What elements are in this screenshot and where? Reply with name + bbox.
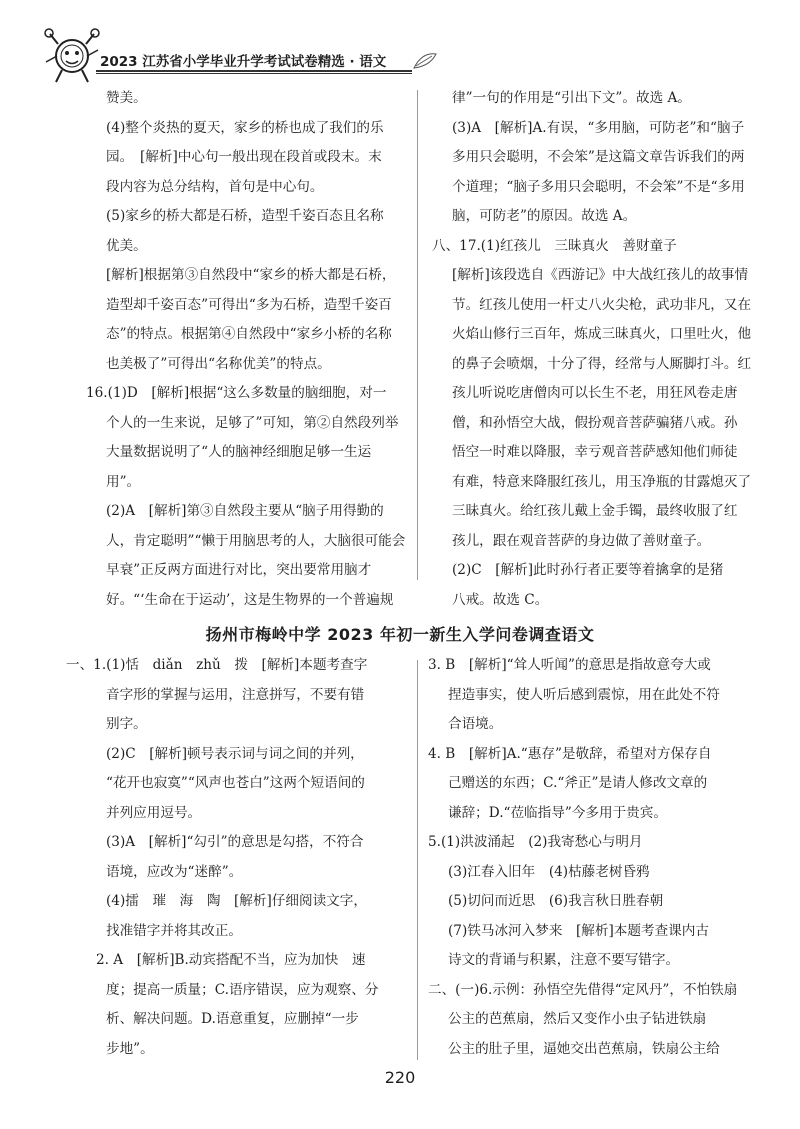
text-line: 步地”。 [106,1040,154,1057]
text-line: 谦辞；D.“莅临指导”今多用于贵宾。 [448,804,667,821]
text-line: (2)A [解析]第③自然段主要从“脑子用得勤的 [106,503,384,519]
text-line: 态”的特点。根据第④自然段中“家乡小桥的名称 [106,326,392,342]
text-line: 造型却千姿百态”可得出“多为石桥，造型千姿百 [106,296,392,313]
text-line: 脑，可防老”的原因。故选 A。 [452,208,637,224]
text-line: 的鼻子会喷烟，十分了得，经常与人厮脚打斗。红 [452,355,752,372]
text-line: (3)A [解析]A.有误，“多用脑，可防老”和“脑子 [452,119,745,136]
text-line: 别字。 [106,716,147,732]
text-line: 一、1.(1)恬 diǎn zhǔ 拨 [解析]本题考查字 [66,657,368,673]
text-line: 有难，特意来降服红孩儿，用玉净瓶的甘露熄灭了 [452,473,752,490]
text-line: 大量数据说明了“人的脑神经细胞足够一生运 [106,444,372,460]
text-line: 赞美。 [106,90,147,106]
text-line: 5.(1)洪波涌起 (2)我寄愁心与明月 [428,834,643,850]
text-line: 优美。 [106,237,147,254]
text-line: 捏造事实，使人听后感到震惊，用在此处不符 [448,686,720,703]
text-line: (4)整个炎热的夏天，家乡的桥也成了我们的乐 [106,119,384,136]
page-number: 220 [384,1068,416,1087]
text-line: 析、解决问题。D.语意重复，应删掉“一步 [106,1011,359,1027]
text-line: (4)擂 璀 海 陶 [解析]仔细阅读文字， [106,893,367,909]
text-line: 度；提高一质量；C.语序错误，应为观察、分 [106,981,379,998]
leaf-decoration-icon [410,46,440,76]
text-line: 好。“‘生命在于运动’，这是生物界的一个普遍规 [106,591,394,608]
text-line: 僧，和孙悟空大战，假扮观音菩萨骗猪八戒。孙 [452,414,738,431]
bottom-right-column [428,651,748,1064]
header-rule [96,70,412,72]
text-line: 合语境。 [448,716,503,732]
text-line: 二、(一)6.示例：孙悟空先借得“定风丹”，不怕铁扇 [428,981,738,998]
text-line: 早衰”正反两方面进行对比，突出要常用脑才 [106,562,372,578]
text-line: (7)铁马冰河入梦来 [解析]本题考查课内古 [448,922,709,939]
text-line: (3)江春入旧年 (4)枯藤老树昏鸦 [448,863,650,880]
bottom-left-column [66,651,416,1064]
column-divider-bottom [417,660,418,1060]
text-line: (2)C [解析]顿号表示词与词之间的并列， [106,745,364,762]
text-line: 并列应用逗号。 [106,804,202,821]
text-line: 2. A [解析]B.动宾搭配不当，应为加快 速 [96,952,366,968]
text-line: 公主的肚子里，逼她交出芭蕉扇，铁扇公主给 [448,1040,720,1057]
text-line: 4. B [解析]A.“惠存”是敬辞，希望对方保存自 [428,745,712,762]
text-line: 孩儿听说吃唐僧肉可以长生不老，用狂风卷走唐 [452,385,738,401]
text-line: 找准错字并将其改正。 [106,922,242,939]
text-line: “花开也寂寞”“风声也苍白”这两个短语间的 [106,775,365,791]
text-line: 己赠送的东西；C.“斧正”是请人修改文章的 [448,775,708,791]
section-title: 扬州市梅岭中学 2023 年初一新生入学问卷调查语文 [205,625,595,644]
text-line: 悟空一时难以降服，幸亏观音菩萨感知他们师徒 [452,444,738,460]
top-right-column [432,84,752,615]
text-line: [解析]该段选自《西游记》中大战红孩儿的故事情 [452,267,749,283]
header-rule-thin [96,73,412,74]
text-line: 律”一句的作用是“引出下文”。故选 A。 [452,90,691,106]
text-line: 3. B [解析]“耸人听闻”的意思是指故意夸大或 [428,657,711,673]
text-line: 音字形的掌握与运用，注意拼写，不要有错 [106,686,365,703]
text-line: 人，肯定聪明”“懒于用脑思考的人，大脑很可能会 [106,532,406,549]
column-divider-top [417,90,418,580]
text-line: 也美极了”可得出“名称优美”的特点。 [106,355,331,372]
text-line: 三昧真火。给红孩儿戴上金手镯，最终收服了红 [452,503,738,519]
text-line: 八戒。故选 C。 [452,591,549,608]
text-line: 用”。 [106,473,141,490]
text-line: 个人的一生来说，足够了”可知，第②自然段列举 [106,414,399,431]
text-line: 公主的芭蕉扇，然后又变作小虫子钻进铁扇 [448,1011,707,1027]
text-line: (3)A [解析]“勾引”的意思是勾搭，不符合 [106,834,364,850]
top-left-column [86,84,416,615]
text-line: 八、17.(1)红孩儿 三昧真火 善财童子 [432,237,677,254]
text-line: (5)切问而近思 (6)我言秋日胜春朝 [448,893,664,909]
text-line: 园。 [解析]中心句一般出现在段首或段末。末 [106,149,382,165]
text-line: 语境，应改为“迷醉”。 [106,863,243,880]
text-line: 个道理；“脑子多用只会聪明，不会笨”不是“多用 [452,178,745,195]
page-header [40,26,540,86]
text-line: 诗文的背诵与积累，注意不要写错字。 [448,952,680,968]
clock-mascot-logo [40,26,104,86]
text-line: 节。红孩儿使用一杆丈八火尖枪，武功非凡，又在 [452,296,752,313]
text-line: 孩儿，跟在观音菩萨的身边做了善财童子。 [452,532,711,549]
text-line: 火焰山修行三百年，炼成三昧真火，口里吐火，他 [452,326,752,342]
text-line: 多用只会聪明，不会笨”是这篇文章告诉我们的两 [452,149,745,165]
text-line: (5)家乡的桥大都是石桥，造型千姿百态且名称 [106,208,384,224]
header-title: 2023 江苏省小学毕业升学考试试卷精选 · 语文 [100,54,387,70]
text-line: 16.(1)D [解析]根据“这么多数量的脑细胞，对一 [86,385,387,401]
text-line: (2)C [解析]此时孙行者正要等着擒拿的是猪 [452,562,724,578]
text-line: [解析]根据第③自然段中“家乡的桥大都是石桥， [106,267,396,283]
text-line: 段内容为总分结构，首句是中心句。 [106,178,324,195]
